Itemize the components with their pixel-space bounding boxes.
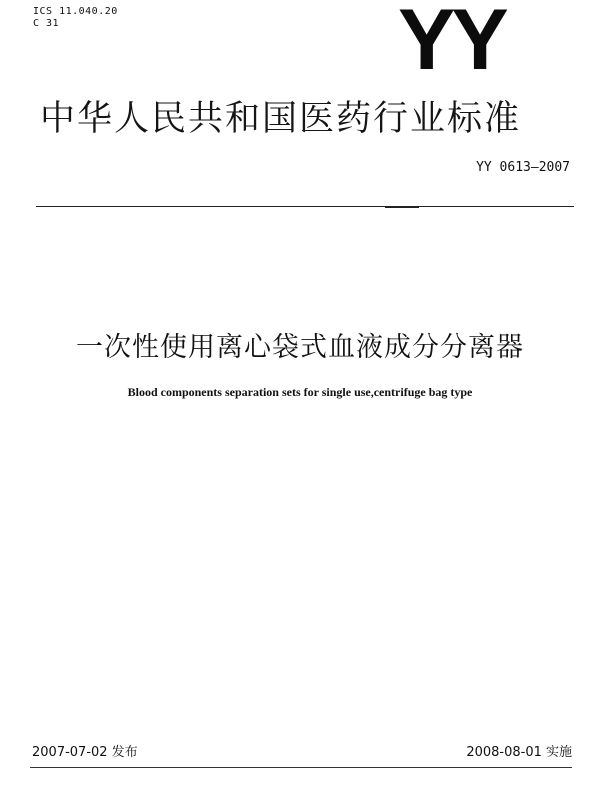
classification-codes bbox=[33, 6, 118, 30]
implementation-date: 2008-08-01 实施 bbox=[466, 745, 572, 760]
ics-code: ICS 11.040.20 bbox=[33, 6, 118, 17]
document-title-chinese: 一次性使用离心袋式血液成分分离器 bbox=[76, 332, 524, 363]
yy-logo: YY bbox=[398, 0, 505, 88]
standard-number: YY 0613—2007 bbox=[476, 160, 570, 175]
ccs-code: C 31 bbox=[33, 18, 60, 29]
document-title-english: Blood components separation sets for single use,centrifuge bag type bbox=[127, 385, 473, 399]
footer-divider bbox=[30, 767, 572, 768]
header-divider bbox=[36, 206, 574, 207]
organization-title: 中华人民共和国医药行业标准 bbox=[40, 99, 522, 139]
issue-date: 2007-07-02 发布 bbox=[32, 745, 138, 760]
header-divider-accent bbox=[385, 206, 419, 208]
